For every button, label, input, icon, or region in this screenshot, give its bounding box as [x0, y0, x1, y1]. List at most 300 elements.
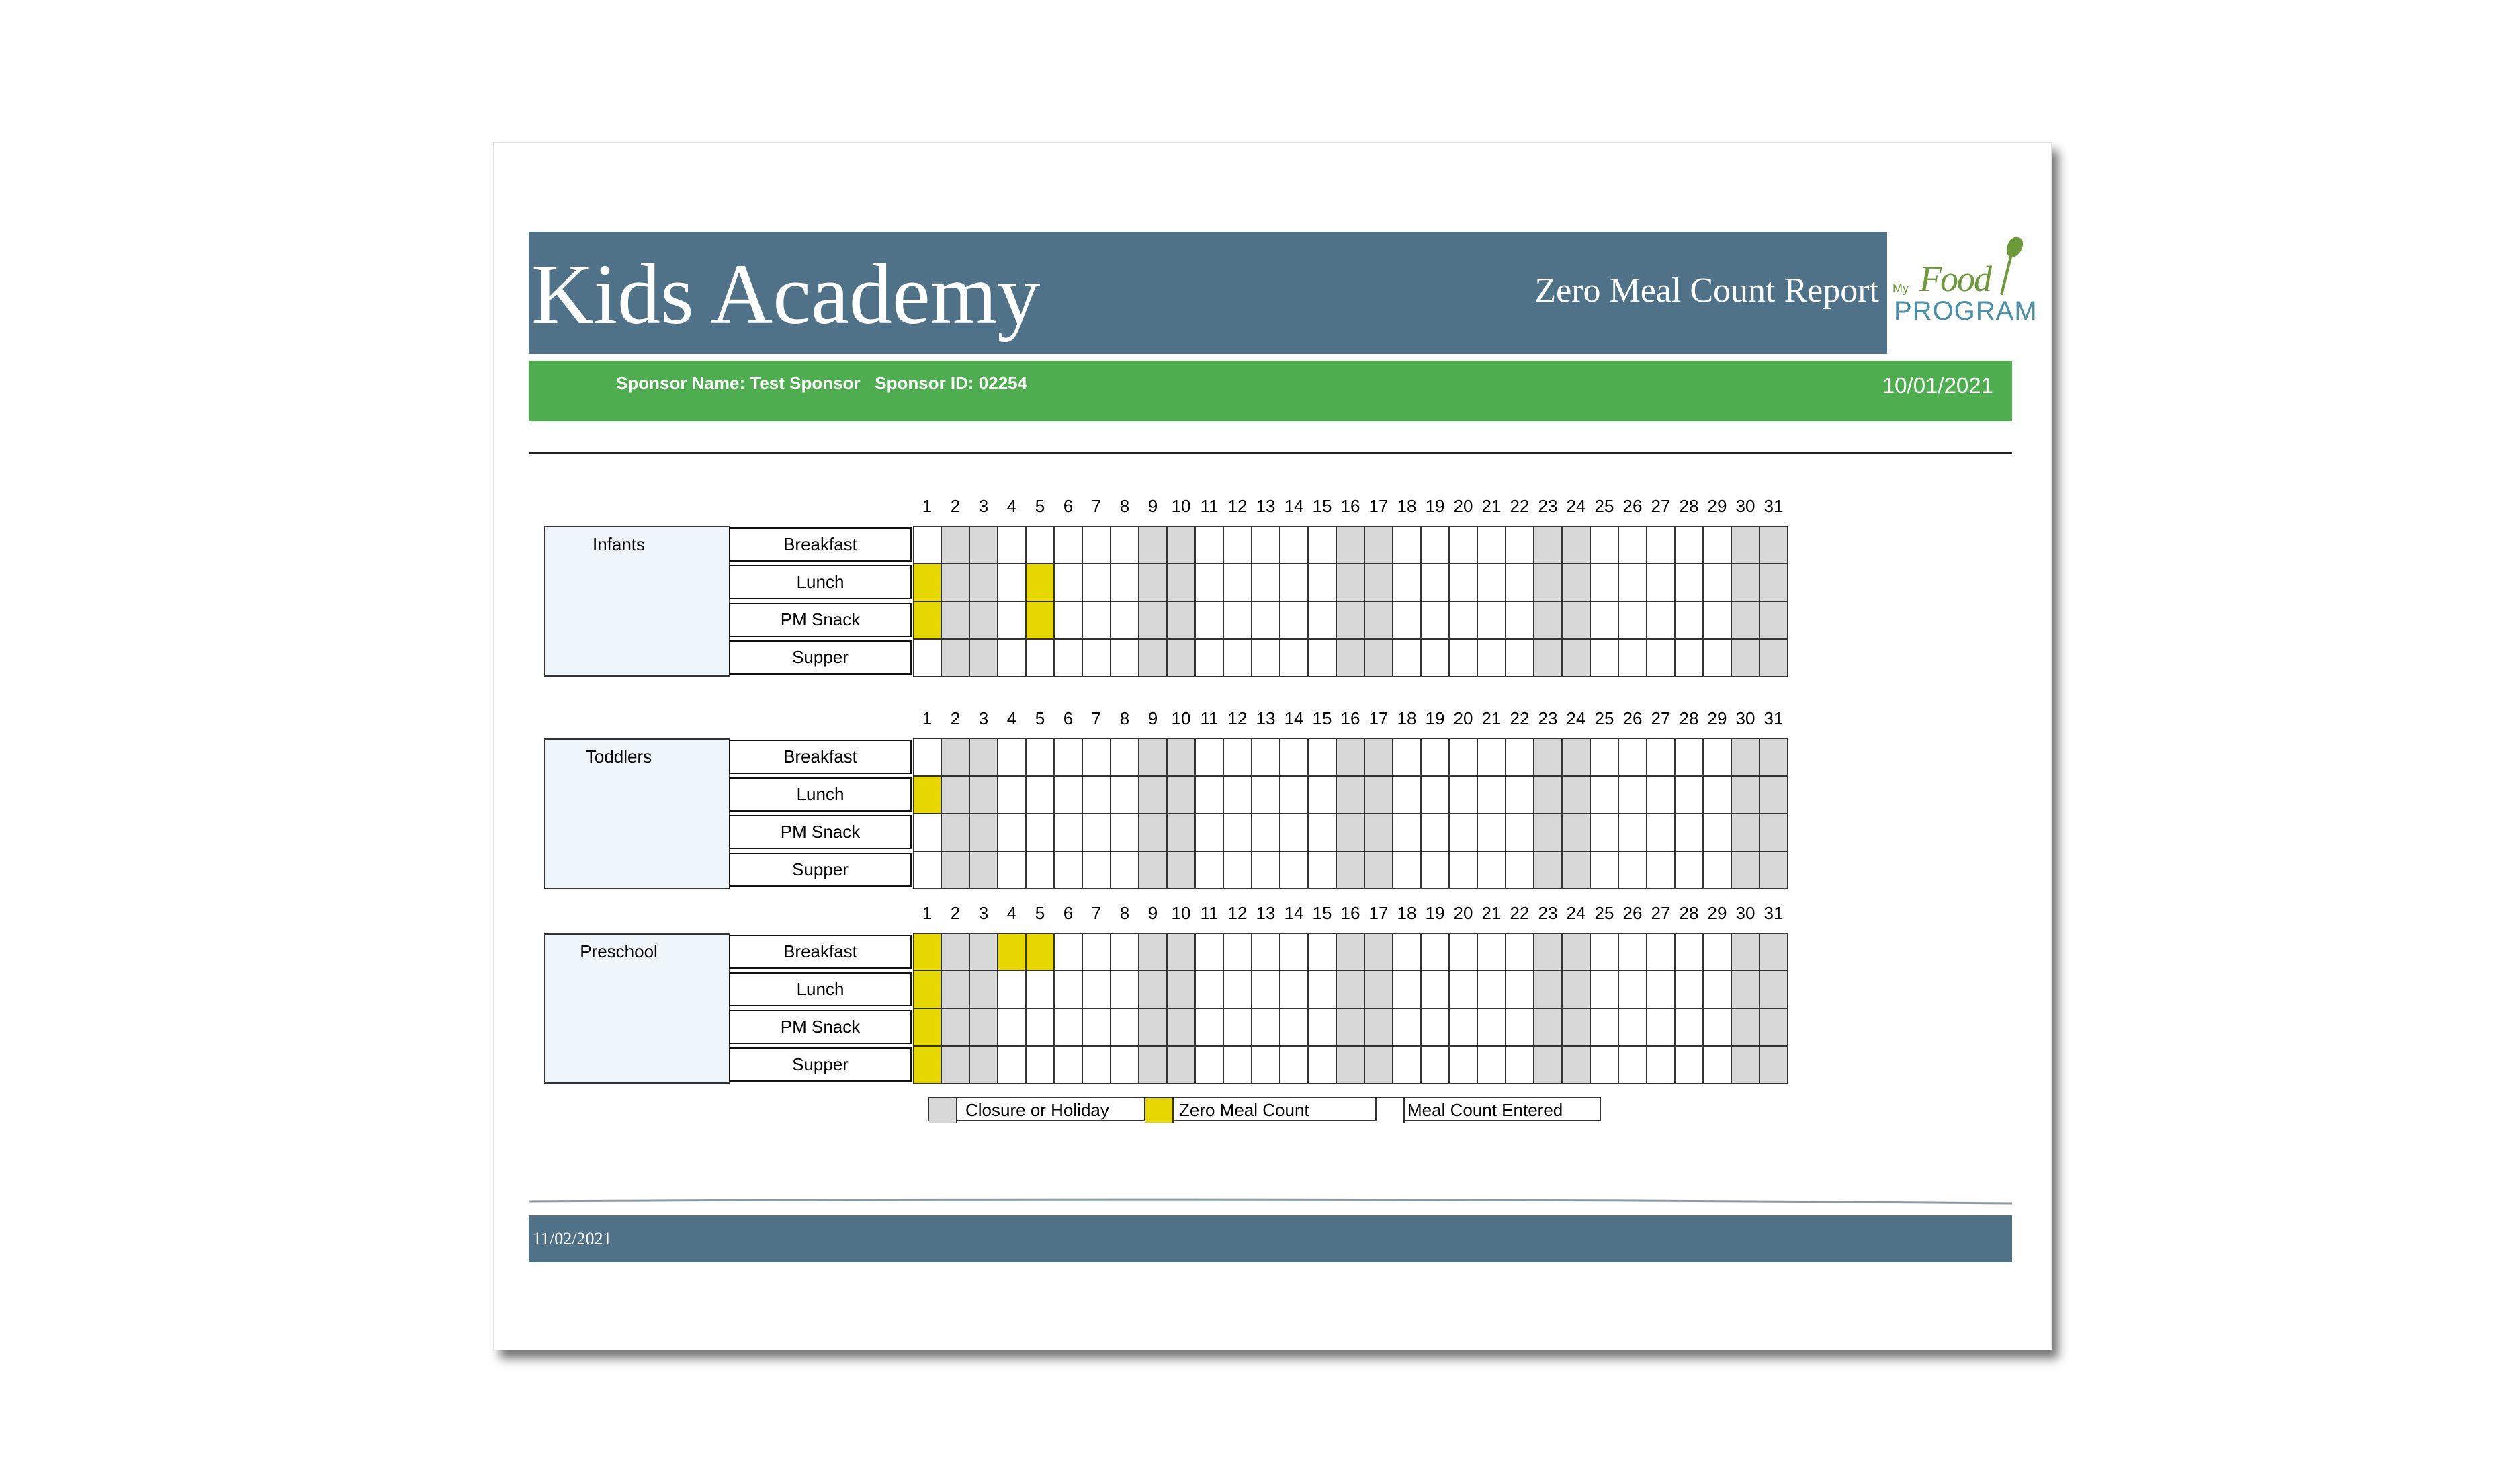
day-cell-entered: [1590, 564, 1618, 601]
day-cell-closure: [1534, 526, 1562, 564]
day-number: 3: [978, 496, 989, 516]
day-cell-entered: [1252, 526, 1280, 564]
day-cell-zero: [913, 971, 941, 1008]
day-cell-closure: [1364, 639, 1393, 677]
day-number: 8: [1119, 496, 1130, 516]
day-number: 24: [1566, 708, 1586, 728]
day-cell-entered: [1506, 776, 1534, 814]
day-cell-closure: [1731, 1008, 1759, 1046]
sponsor-info: Sponsor Name: Test Sponsor Sponsor ID: 02254: [616, 373, 1028, 393]
day-cell-entered: [1280, 933, 1308, 971]
day-cell-entered: [1252, 564, 1280, 601]
day-cell-entered: [1223, 738, 1252, 776]
day-cell-closure: [1167, 526, 1195, 564]
day-number: 26: [1622, 708, 1643, 728]
day-cell-zero: [913, 776, 941, 814]
day-cell-entered: [998, 1008, 1026, 1046]
day-cell-entered: [1026, 814, 1054, 851]
day-cell-entered: [1026, 1008, 1054, 1046]
day-number: 1: [922, 903, 932, 923]
day-cell-entered: [913, 526, 941, 564]
day-cell-entered: [1590, 526, 1618, 564]
day-cell-entered: [1421, 1008, 1449, 1046]
day-cell-closure: [1139, 526, 1167, 564]
day-cell-entered: [1449, 1008, 1477, 1046]
day-cell-closure: [1562, 639, 1590, 677]
day-cell-entered: [1308, 1008, 1336, 1046]
age-group-label: Infants: [592, 534, 646, 554]
day-cell-entered: [1054, 601, 1082, 639]
day-cell-entered: [998, 1046, 1026, 1084]
day-cell-entered: [1421, 564, 1449, 601]
day-cell-zero: [913, 1008, 941, 1046]
day-cell-closure: [1562, 971, 1590, 1008]
day-cell-entered: [1280, 601, 1308, 639]
day-number: 3: [978, 903, 989, 923]
day-cell-closure: [1364, 1046, 1393, 1084]
day-cell-entered: [1506, 601, 1534, 639]
day-cell-entered: [1054, 933, 1082, 971]
day-number: 30: [1735, 903, 1755, 923]
day-cell-closure: [1139, 639, 1167, 677]
day-cell-entered: [1308, 601, 1336, 639]
day-cell-entered: [913, 814, 941, 851]
day-number: 27: [1651, 903, 1671, 923]
day-cell-entered: [1618, 933, 1647, 971]
day-cell-closure: [1731, 933, 1759, 971]
day-cell-closure: [1534, 851, 1562, 889]
day-number: 20: [1453, 903, 1473, 923]
day-cell-entered: [1393, 1008, 1421, 1046]
day-cell-closure: [1364, 1008, 1393, 1046]
day-number: 6: [1063, 903, 1074, 923]
day-cell-closure: [1731, 738, 1759, 776]
day-cell-entered: [1111, 1008, 1139, 1046]
day-cell-entered: [1590, 601, 1618, 639]
day-cell-entered: [1026, 526, 1054, 564]
day-cell-entered: [1449, 971, 1477, 1008]
day-cell-closure: [1562, 601, 1590, 639]
day-cell-entered: [1421, 933, 1449, 971]
day-cell-entered: [1647, 851, 1675, 889]
day-cell-entered: [1393, 526, 1421, 564]
day-cell-entered: [1506, 1008, 1534, 1046]
day-cell-zero: [1026, 564, 1054, 601]
day-cell-entered: [1703, 1008, 1731, 1046]
day-cell-entered: [1111, 814, 1139, 851]
day-cell-closure: [1759, 814, 1788, 851]
day-cell-closure: [1139, 851, 1167, 889]
day-cell-entered: [1111, 526, 1139, 564]
day-cell-entered: [998, 564, 1026, 601]
day-cell-closure: [1759, 851, 1788, 889]
day-number: 13: [1256, 496, 1276, 516]
day-cell-entered: [1082, 1008, 1111, 1046]
day-cell-entered: [1082, 971, 1111, 1008]
day-cell-entered: [1675, 639, 1703, 677]
day-cell-entered: [1506, 933, 1534, 971]
day-number: 4: [1006, 708, 1017, 728]
meal-label: Lunch: [729, 972, 912, 1006]
day-cell-entered: [1506, 814, 1534, 851]
day-cell-closure: [1759, 776, 1788, 814]
day-cell-closure: [1364, 776, 1393, 814]
day-cell-entered: [1195, 1008, 1223, 1046]
day-cell-closure: [1731, 814, 1759, 851]
day-number: 25: [1594, 496, 1614, 516]
day-cell-entered: [1280, 564, 1308, 601]
day-cell-closure: [1167, 1046, 1195, 1084]
day-number: 23: [1538, 903, 1558, 923]
day-cell-closure: [1759, 601, 1788, 639]
day-cell-closure: [941, 1008, 969, 1046]
day-number: 9: [1147, 496, 1158, 516]
day-cell-entered: [1421, 1046, 1449, 1084]
day-cell-closure: [1562, 851, 1590, 889]
day-cell-entered: [1477, 526, 1506, 564]
day-cell-entered: [1308, 564, 1336, 601]
legend-swatch-zero: [1145, 1098, 1174, 1123]
day-cell-entered: [1026, 851, 1054, 889]
day-cell-entered: [1647, 738, 1675, 776]
day-number: 26: [1622, 903, 1643, 923]
day-cell-entered: [1618, 639, 1647, 677]
day-number: 18: [1397, 903, 1417, 923]
day-number: 1: [922, 708, 932, 728]
day-cell-entered: [913, 851, 941, 889]
day-cell-closure: [1167, 601, 1195, 639]
meal-label: Lunch: [729, 565, 912, 599]
day-cell-closure: [1139, 1008, 1167, 1046]
meal-label: Breakfast: [729, 740, 912, 774]
day-number: 29: [1707, 496, 1727, 516]
group-body: [544, 933, 1781, 1084]
day-cell-entered: [1449, 851, 1477, 889]
day-cell-entered: [1280, 526, 1308, 564]
day-cell-closure: [1562, 564, 1590, 601]
day-cell-entered: [1111, 1046, 1139, 1084]
age-group-cell: [544, 738, 730, 889]
day-cell-entered: [1082, 738, 1111, 776]
day-cell-entered: [1223, 814, 1252, 851]
day-cell-entered: [1223, 851, 1252, 889]
day-cell-closure: [969, 601, 998, 639]
day-cell-entered: [1026, 776, 1054, 814]
day-cell-closure: [969, 1008, 998, 1046]
meal-label: Supper: [729, 640, 912, 675]
day-cell-entered: [1449, 1046, 1477, 1084]
day-cell-closure: [1534, 776, 1562, 814]
day-cell-entered: [1647, 814, 1675, 851]
legend-item-entered: [1375, 1097, 1601, 1121]
day-cell-closure: [1534, 738, 1562, 776]
day-cell-entered: [1252, 1046, 1280, 1084]
day-cell-entered: [1675, 776, 1703, 814]
day-cell-entered: [1590, 971, 1618, 1008]
day-cell-entered: [1618, 1046, 1647, 1084]
day-cell-entered: [1308, 814, 1336, 851]
day-cell-entered: [1280, 639, 1308, 677]
day-cell-entered: [1280, 1046, 1308, 1084]
day-cell-closure: [941, 738, 969, 776]
day-cell-entered: [1252, 814, 1280, 851]
day-cell-entered: [1506, 738, 1534, 776]
day-cell-entered: [1590, 814, 1618, 851]
day-number: 1: [922, 496, 932, 516]
day-cell-zero: [913, 564, 941, 601]
day-cell-closure: [1731, 851, 1759, 889]
day-number: 15: [1312, 496, 1332, 516]
day-number: 15: [1312, 903, 1332, 923]
day-cell-entered: [1054, 526, 1082, 564]
my-food-program-logo: [1893, 232, 2051, 326]
report-header: [529, 232, 1887, 354]
sponsor-bar: [529, 361, 2012, 421]
day-cell-entered: [1195, 814, 1223, 851]
day-cell-entered: [1393, 738, 1421, 776]
day-cell-entered: [1647, 601, 1675, 639]
day-cell-zero: [1026, 933, 1054, 971]
day-cell-closure: [969, 776, 998, 814]
day-cell-entered: [1082, 851, 1111, 889]
day-cell-entered: [1280, 971, 1308, 1008]
day-number: 5: [1035, 708, 1045, 728]
day-cell-closure: [969, 526, 998, 564]
day-cell-entered: [1703, 814, 1731, 851]
day-cell-closure: [969, 564, 998, 601]
day-cell-entered: [1477, 738, 1506, 776]
day-number: 3: [978, 708, 989, 728]
day-number: 16: [1340, 496, 1360, 516]
day-number: 12: [1227, 496, 1248, 516]
day-number: 25: [1594, 903, 1614, 923]
day-number: 5: [1035, 496, 1045, 516]
day-cell-entered: [1590, 851, 1618, 889]
day-cell-entered: [1195, 933, 1223, 971]
day-cell-closure: [1759, 1008, 1788, 1046]
day-cell-entered: [1449, 738, 1477, 776]
day-cell-closure: [1336, 639, 1364, 677]
day-cell-entered: [1618, 601, 1647, 639]
day-cell-closure: [1336, 601, 1364, 639]
day-cell-entered: [1675, 971, 1703, 1008]
day-number: 22: [1510, 496, 1530, 516]
day-cell-entered: [1703, 564, 1731, 601]
legend-label-entered: Meal Count Entered: [1407, 1100, 1563, 1120]
day-cell-entered: [1252, 933, 1280, 971]
day-cell-entered: [1111, 933, 1139, 971]
day-cell-entered: [1393, 1046, 1421, 1084]
day-cell-entered: [1308, 776, 1336, 814]
day-cell-closure: [1364, 601, 1393, 639]
day-number: 8: [1119, 708, 1130, 728]
meal-label: Breakfast: [729, 527, 912, 562]
report-footer: [529, 1215, 2012, 1262]
report-date: 10/01/2021: [1882, 373, 1993, 398]
day-cell-entered: [1393, 639, 1421, 677]
day-cell-closure: [969, 738, 998, 776]
day-number: 6: [1063, 496, 1074, 516]
day-cell-closure: [1534, 601, 1562, 639]
day-cell-entered: [1026, 1046, 1054, 1084]
day-cell-entered: [1195, 639, 1223, 677]
legend-label-closure: Closure or Holiday: [965, 1100, 1109, 1120]
day-cell-entered: [1223, 776, 1252, 814]
day-cell-entered: [1252, 639, 1280, 677]
day-cell-entered: [1477, 601, 1506, 639]
day-cell-entered: [1421, 814, 1449, 851]
day-cell-entered: [1618, 564, 1647, 601]
day-cell-entered: [1280, 814, 1308, 851]
day-cell-entered: [1223, 971, 1252, 1008]
day-cell-entered: [1590, 1046, 1618, 1084]
day-cell-closure: [1731, 776, 1759, 814]
day-number: 23: [1538, 708, 1558, 728]
day-cell-closure: [1336, 526, 1364, 564]
day-cell-closure: [1139, 601, 1167, 639]
day-number: 21: [1481, 708, 1502, 728]
day-cell-closure: [1562, 738, 1590, 776]
day-number: 5: [1035, 903, 1045, 923]
day-cell-entered: [998, 639, 1026, 677]
day-cell-entered: [1449, 601, 1477, 639]
day-cell-entered: [1054, 851, 1082, 889]
age-group-cell: [544, 526, 730, 677]
day-cell-entered: [1477, 851, 1506, 889]
day-cell-entered: [1308, 1046, 1336, 1084]
day-cell-entered: [1280, 851, 1308, 889]
day-cell-entered: [1647, 1008, 1675, 1046]
day-cell-entered: [1675, 526, 1703, 564]
day-cell-entered: [1647, 564, 1675, 601]
day-cell-entered: [1449, 814, 1477, 851]
day-number: 24: [1566, 496, 1586, 516]
day-cell-entered: [1506, 851, 1534, 889]
day-cell-entered: [1082, 776, 1111, 814]
day-cell-closure: [1759, 933, 1788, 971]
day-cell-entered: [1252, 776, 1280, 814]
day-number: 17: [1368, 903, 1389, 923]
day-cell-closure: [941, 933, 969, 971]
day-cell-closure: [941, 639, 969, 677]
day-cell-entered: [1449, 933, 1477, 971]
meal-label: Lunch: [729, 777, 912, 812]
day-cell-entered: [1393, 776, 1421, 814]
report-page: [493, 142, 2052, 1350]
day-number: 17: [1368, 708, 1389, 728]
day-number: 14: [1284, 496, 1304, 516]
day-cell-entered: [1280, 1008, 1308, 1046]
day-cell-entered: [1675, 601, 1703, 639]
day-cell-entered: [1590, 639, 1618, 677]
meal-label: PM Snack: [729, 1010, 912, 1044]
legend-item-closure: [928, 1097, 1145, 1121]
day-number: 20: [1453, 708, 1473, 728]
day-cell-closure: [1759, 526, 1788, 564]
day-cell-closure: [1336, 1008, 1364, 1046]
day-cell-zero: [913, 933, 941, 971]
logo-food-text: Food: [1919, 259, 1991, 299]
day-cell-closure: [1364, 526, 1393, 564]
day-number: 11: [1200, 708, 1219, 728]
day-cell-entered: [1647, 526, 1675, 564]
day-cell-entered: [1082, 933, 1111, 971]
day-cell-entered: [998, 738, 1026, 776]
day-number: 26: [1622, 496, 1643, 516]
day-cell-zero: [998, 933, 1026, 971]
day-cell-entered: [1111, 564, 1139, 601]
day-cell-entered: [1393, 814, 1421, 851]
day-cell-closure: [1759, 1046, 1788, 1084]
day-cell-closure: [1167, 933, 1195, 971]
day-cell-entered: [1703, 738, 1731, 776]
day-number: 29: [1707, 903, 1727, 923]
day-cell-closure: [969, 933, 998, 971]
day-cell-entered: [1647, 1046, 1675, 1084]
day-cell-closure: [1364, 971, 1393, 1008]
day-cell-entered: [1506, 564, 1534, 601]
day-cell-entered: [1111, 738, 1139, 776]
day-number: 13: [1256, 708, 1276, 728]
school-name: Kids Academy: [531, 247, 1041, 342]
day-cell-closure: [1562, 814, 1590, 851]
day-cell-entered: [1618, 814, 1647, 851]
day-cell-entered: [1082, 601, 1111, 639]
day-cell-entered: [1308, 526, 1336, 564]
day-cell-entered: [1195, 971, 1223, 1008]
day-cell-entered: [913, 639, 941, 677]
day-cell-closure: [969, 1046, 998, 1084]
day-cell-entered: [1223, 601, 1252, 639]
day-cell-entered: [1618, 738, 1647, 776]
day-cell-closure: [1139, 564, 1167, 601]
day-cell-closure: [1336, 564, 1364, 601]
day-cell-closure: [1364, 814, 1393, 851]
day-cell-closure: [941, 814, 969, 851]
day-cell-entered: [1111, 639, 1139, 677]
day-number: 10: [1171, 708, 1191, 728]
day-cell-entered: [1449, 639, 1477, 677]
day-cell-entered: [913, 738, 941, 776]
day-cell-closure: [1759, 738, 1788, 776]
day-cell-entered: [1082, 814, 1111, 851]
day-cell-entered: [1477, 776, 1506, 814]
day-cell-closure: [1167, 1008, 1195, 1046]
meal-label: Supper: [729, 1047, 912, 1082]
day-cell-closure: [1364, 564, 1393, 601]
day-number: 9: [1147, 708, 1158, 728]
day-number: 4: [1006, 903, 1017, 923]
spoon-icon: [1993, 234, 2027, 299]
age-group-cell: [544, 933, 730, 1084]
logo-program-text: PROGRAM: [1894, 296, 2038, 326]
day-number: 8: [1119, 903, 1130, 923]
day-cell-entered: [1223, 526, 1252, 564]
header-divider: [529, 452, 2012, 454]
day-cell-entered: [1703, 1046, 1731, 1084]
day-number: 7: [1091, 708, 1102, 728]
day-cell-closure: [941, 1046, 969, 1084]
day-number: 9: [1147, 903, 1158, 923]
day-cell-entered: [1675, 1008, 1703, 1046]
day-cell-closure: [1336, 776, 1364, 814]
day-cell-entered: [1111, 601, 1139, 639]
day-cell-entered: [1223, 639, 1252, 677]
day-cell-closure: [1167, 971, 1195, 1008]
day-cell-entered: [1054, 738, 1082, 776]
day-cell-entered: [1280, 738, 1308, 776]
day-cell-closure: [1336, 738, 1364, 776]
